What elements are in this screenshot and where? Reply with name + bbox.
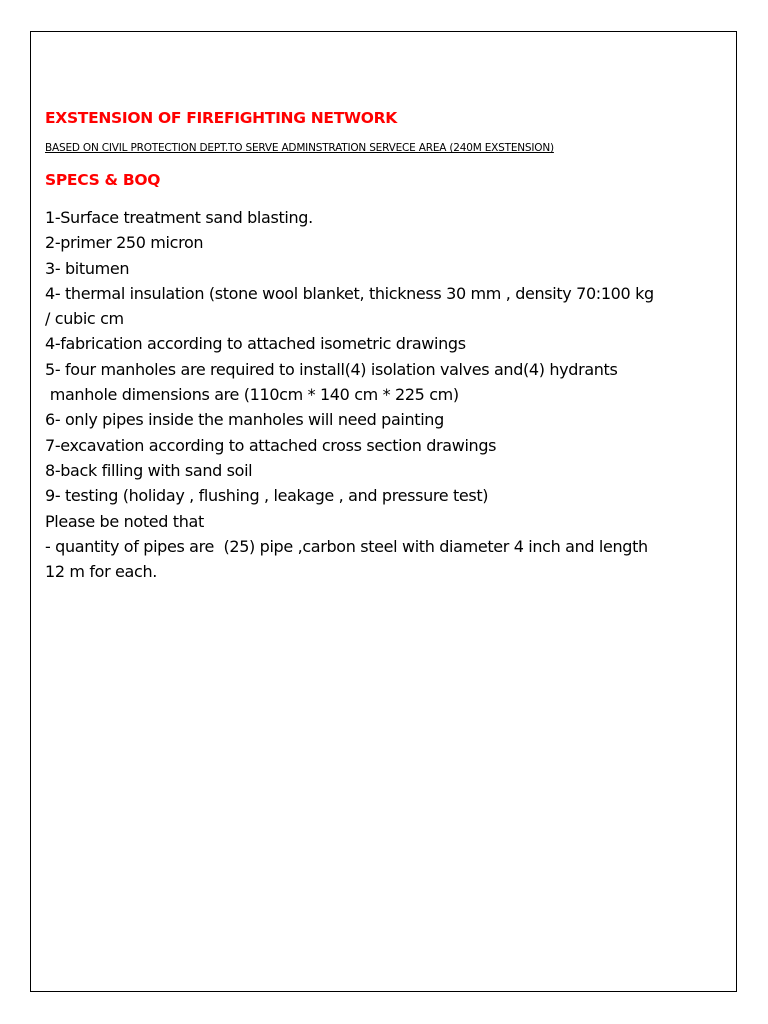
spec-line: 7-excavation according to attached cross section drawings <box>45 435 497 455</box>
spec-line: 4-fabrication according to attached isometric drawings <box>45 334 466 354</box>
spec-line: 9- testing (holiday , flushing , leakage , and pressure test) <box>45 486 489 506</box>
spec-line: 6- only pipes inside the manholes will need painting <box>45 410 444 430</box>
spec-line: manhole dimensions are (110cm * 140 cm * 225 cm) <box>45 385 459 405</box>
spec-line: 12 m for each. <box>45 562 157 582</box>
spec-line: Please be noted that <box>45 511 204 531</box>
document-content <box>45 108 731 584</box>
specs-list <box>45 205 731 584</box>
spec-line: 2-primer 250 micron <box>45 233 204 253</box>
spec-line: / cubic cm <box>45 309 124 329</box>
spec-line: 3- bitumen <box>45 258 130 278</box>
spec-line: - quantity of pipes are (25) pipe ,carbon steel with diameter 4 inch and length <box>45 536 648 556</box>
spec-line: 4- thermal insulation (stone wool blanket, thickness 30 mm , density 70:100 kg <box>45 283 654 303</box>
document-title: EXSTENSION OF FIREFIGHTING NETWORK <box>45 109 397 127</box>
document-page <box>30 31 737 992</box>
specs-heading: SPECS & BOQ <box>45 171 161 189</box>
spec-line: 1-Surface treatment sand blasting. <box>45 208 313 227</box>
spec-line: 8-back filling with sand soil <box>45 460 253 480</box>
document-subtitle: BASED ON CIVIL PROTECTION DEPT.TO SERVE ADMINSTRATION SERVECE AREA (240M EXSTENSION) <box>45 142 554 154</box>
spec-line: 5- four manholes are required to install(4) isolation valves and(4) hydrants <box>45 359 618 379</box>
